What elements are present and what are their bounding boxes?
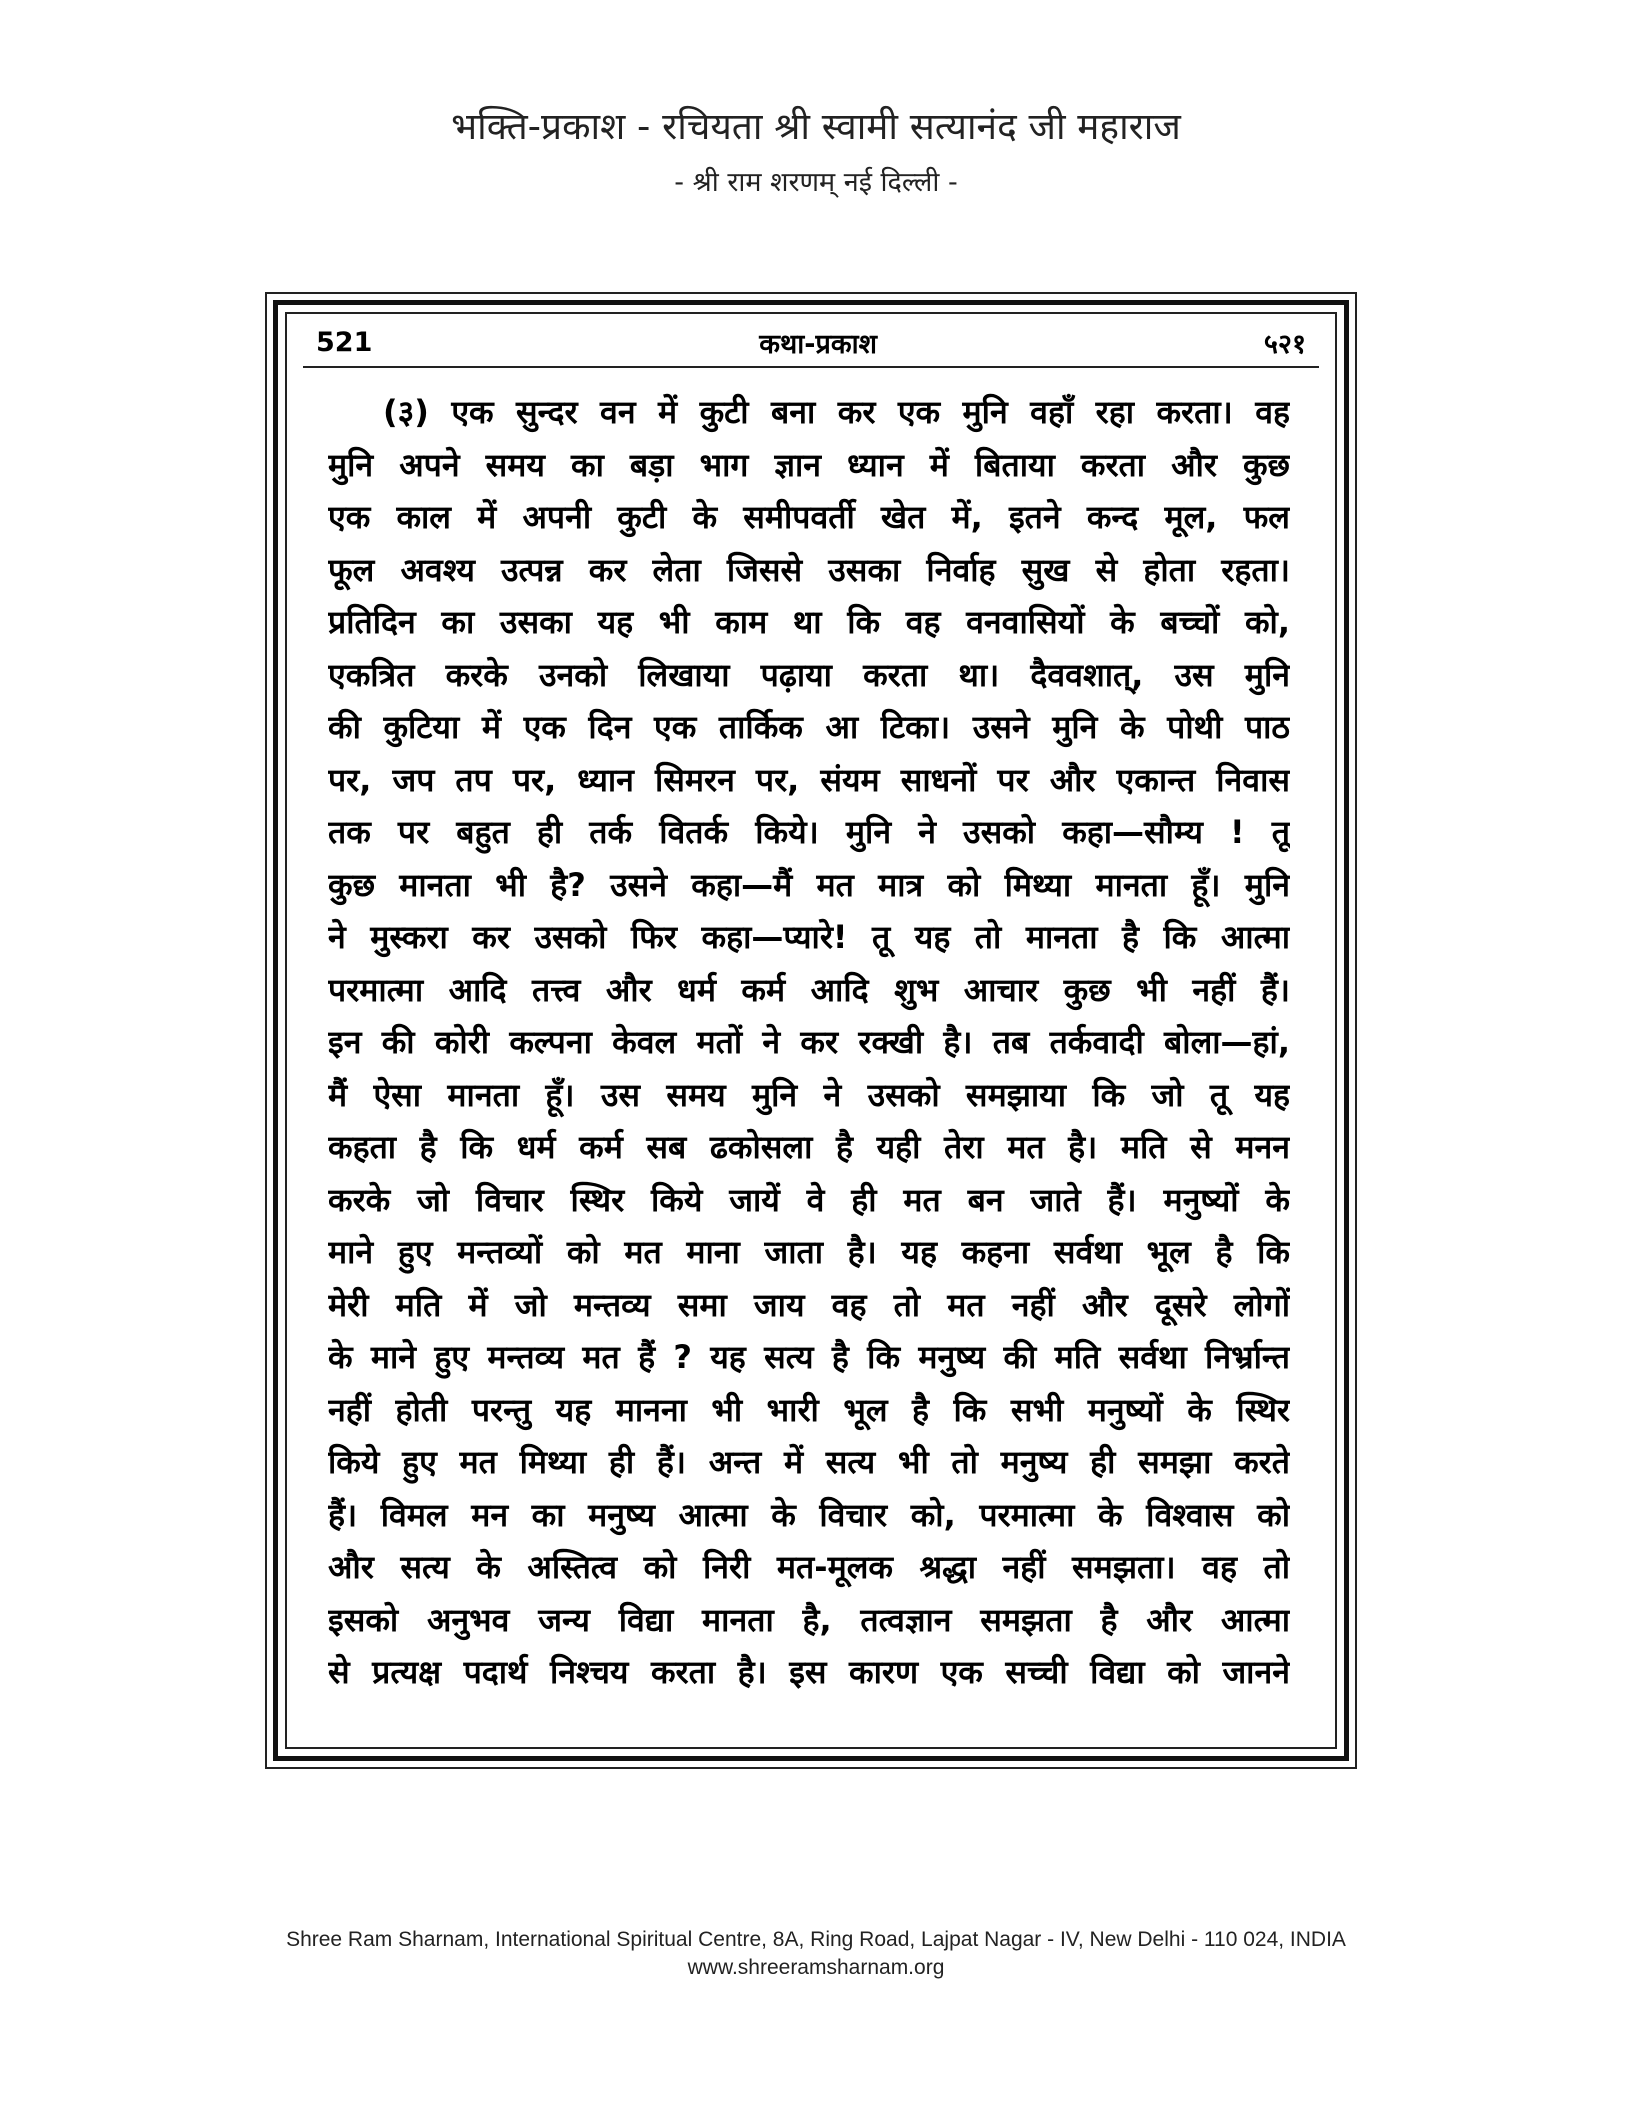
header-divider: [303, 366, 1319, 368]
text-line: माने हुए मन्तव्यों को मत माना जाता है। यह कहना सर्वथा भूल है कि: [328, 1233, 1290, 1271]
text-line: और सत्य के अस्तित्व को निरी मत-मूलक श्रद्धा नहीं समझता। वह तो: [328, 1548, 1290, 1586]
document-subtitle: - श्री राम शरणम् नई दिल्ली -: [674, 167, 958, 198]
text-line: प्रतिदिन का उसका यह भी काम था कि वह वनवासियों के बच्चों को,: [328, 603, 1290, 641]
text-line: कहता है कि धर्म कर्म सब ढकोसला है यही तेरा मत है। मति से मनन: [328, 1128, 1290, 1166]
text-line: कुछ मानता भी है? उसने कहा—मैं मत मात्र को मिथ्या मानता हूँ। मुनि: [328, 865, 1290, 904]
page-running-header: [316, 322, 1306, 362]
text-line: मेरी मति में जो मन्तव्य समा जाय वह तो मत नहीं और दूसरे लोगों: [328, 1285, 1290, 1324]
text-line: फूल अवश्य उत्पन्न कर लेता जिससे उसका निर्वाह सुख से होता रहता।: [328, 550, 1290, 589]
text-line: एकत्रित करके उनको लिखाया पढ़ाया करता था। दैववशात्, उस मुनि: [328, 655, 1290, 694]
body-text: [328, 386, 1290, 1699]
text-line: पर, जप तप पर, ध्यान सिमरन पर, संयम साधनों पर और एकान्त निवास: [328, 760, 1290, 799]
page-number-devanagari: ५२१: [1263, 328, 1306, 360]
text-line: के माने हुए मन्तव्य मत हैं ? यह सत्य है कि मनुष्य की मति सर्वथा निर्भ्रान्त: [328, 1338, 1290, 1376]
text-line: मुनि अपने समय का बड़ा भाग ज्ञान ध्यान में बिताया करता और कुछ: [328, 445, 1290, 484]
text-line: एक काल में अपनी कुटी के समीपवर्ती खेत में, इतने कन्द मूल, फल: [328, 498, 1290, 536]
text-line: करके जो विचार स्थिर किये जायें वे ही मत बन जाते हैं। मनुष्यों के: [328, 1180, 1290, 1219]
text-line: ने मुस्करा कर उसको फिर कहा—प्यारे! तू यह तो मानता है कि आत्मा: [328, 918, 1290, 956]
text-line: हैं। विमल मन का मनुष्य आत्मा के विचार को, परमात्मा के विश्वास को: [328, 1495, 1290, 1534]
page-number-arabic: 521: [316, 326, 373, 358]
text-line: परमात्मा आदि तत्त्व और धर्म कर्म आदि शुभ आचार कुछ भी नहीं हैं।: [328, 970, 1290, 1009]
footer-address: Shree Ram Sharnam, International Spiritual Centre, 8A, Ring Road, Lajpat Nagar - IV, New Delhi - 110 024, INDIA: [286, 1928, 1346, 1951]
text-line: इन की कोरी कल्पना केवल मतों ने कर रक्खी है। तब तर्कवादी बोला—हां,: [328, 1023, 1290, 1061]
text-line: (३) एक सुन्दर वन में कुटी बना कर एक मुनि वहाँ रहा करता। वह: [383, 393, 1290, 431]
text-line: से प्रत्यक्ष पदार्थ निश्चय करता है। इस कारण एक सच्ची विद्या को जानने: [328, 1653, 1290, 1691]
running-title: कथा-प्रकाश: [759, 328, 877, 360]
text-line: तक पर बहुत ही तर्क वितर्क किये। मुनि ने उसको कहा—सौम्य ! तू: [328, 813, 1290, 851]
document-title: भक्ति-प्रकाश - रचियता श्री स्वामी सत्यानंद जी महाराज: [451, 105, 1181, 148]
text-line: की कुटिया में एक दिन एक तार्किक आ टिका। उसने मुनि के पोथी पाठ: [328, 708, 1290, 746]
text-line: नहीं होती परन्तु यह मानना भी भारी भूल है कि सभी मनुष्यों के स्थिर: [328, 1390, 1290, 1429]
text-line: किये हुए मत मिथ्या ही हैं। अन्त में सत्य भी तो मनुष्य ही समझा करते: [328, 1443, 1290, 1481]
text-line: इसको अनुभव जन्य विद्या मानता है, तत्वज्ञान समझता है और आत्मा: [328, 1600, 1290, 1639]
footer-website-link[interactable]: www.shreeramsharnam.org: [687, 1956, 945, 1979]
text-line: मैं ऐसा मानता हूँ। उस समय मुनि ने उसको समझाया कि जो तू यह: [328, 1075, 1290, 1114]
